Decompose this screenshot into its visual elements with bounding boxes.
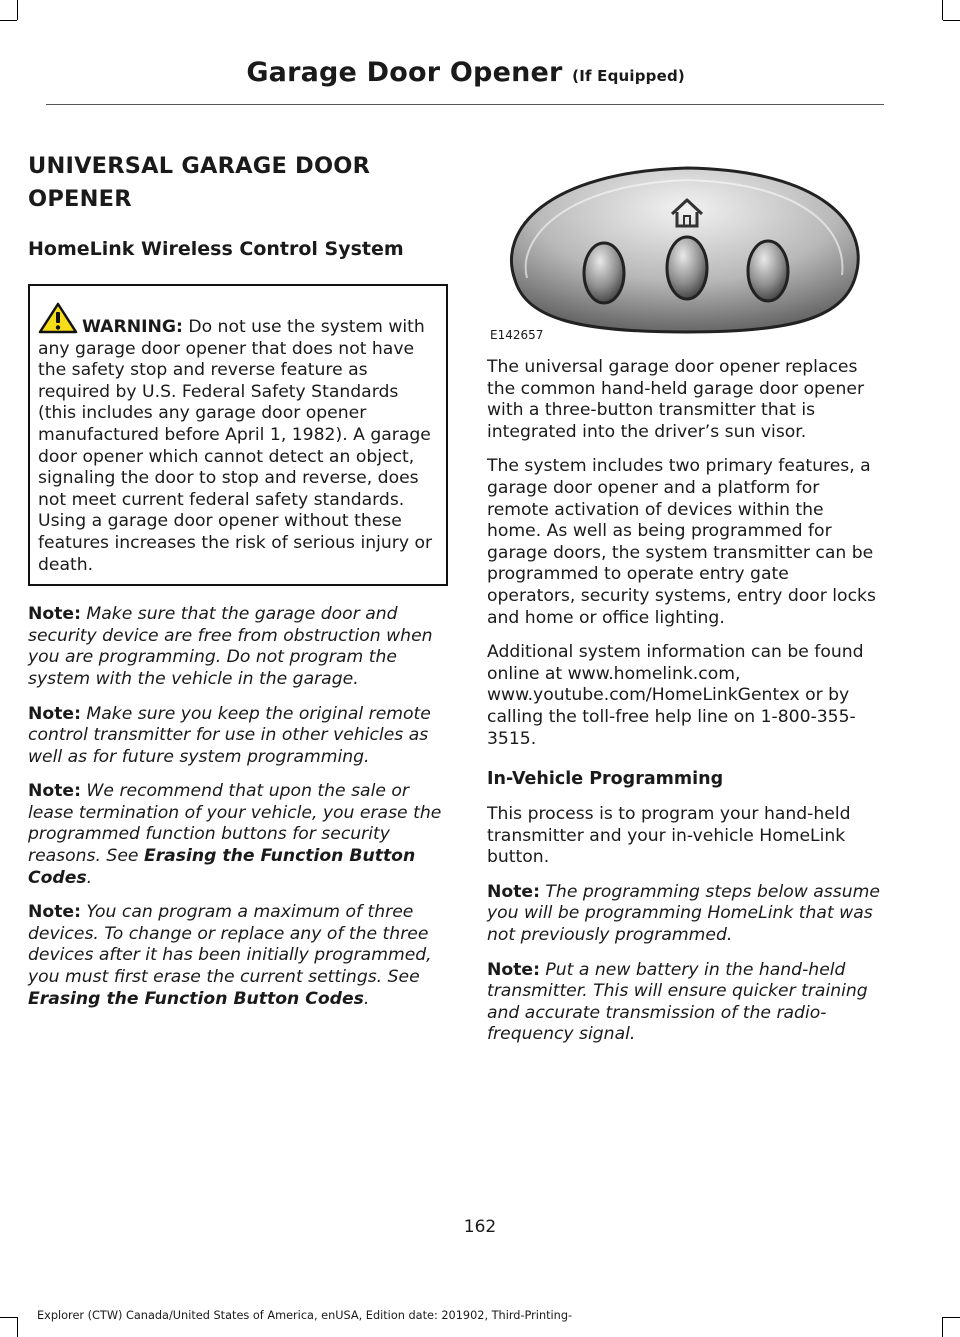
footer-edition-info: Explorer (CTW) Canada/United States of America, enUSA, Edition date: 201902, Third-Printing- bbox=[37, 1309, 573, 1322]
note-text: We recommend that upon the sale or lease termination of your vehicle, you erase the programmed function buttons for security reasons. See bbox=[28, 781, 442, 867]
note-label: Note: bbox=[28, 703, 81, 724]
page-header-title bbox=[246, 57, 685, 88]
note-label: Note: bbox=[28, 604, 81, 625]
note-label: Note: bbox=[28, 902, 81, 923]
figure-code: E142657 bbox=[490, 328, 544, 342]
crop-mark bbox=[942, 0, 943, 20]
note-text: Make sure you keep the original remote control transmitter for use in other vehicles as well as for future system programming. bbox=[28, 703, 431, 767]
transmitter-button-2 bbox=[667, 237, 707, 299]
crop-mark bbox=[0, 1317, 17, 1318]
note-paragraph bbox=[487, 960, 882, 1046]
crop-mark bbox=[943, 1317, 960, 1318]
section-title: UNIVERSAL GARAGE DOOR OPENER bbox=[28, 153, 371, 212]
cross-reference-link[interactable]: Erasing the Function Button Codes bbox=[28, 846, 416, 888]
header-title-text: Garage Door Opener bbox=[246, 57, 563, 88]
note-paragraph bbox=[28, 781, 448, 889]
crop-mark bbox=[942, 1317, 943, 1337]
note-text: The programming steps below assume you will be programming HomeLink that was not previously programmed. bbox=[487, 881, 880, 946]
warning-label: WARNING: bbox=[82, 317, 183, 337]
note-label: Note: bbox=[487, 881, 540, 902]
crop-mark bbox=[17, 0, 18, 20]
crop-mark bbox=[17, 1317, 18, 1337]
body-paragraph: Additional system information can be found online at www.homelink.com, www.youtube.com/HomeLinkGentex or by calling the toll-free help line on 1-800-355-3515. bbox=[487, 642, 864, 749]
note-paragraph bbox=[28, 704, 448, 769]
warning-triangle-icon bbox=[38, 302, 78, 334]
note-paragraph bbox=[28, 604, 448, 690]
body-paragraph: The system includes two primary features, a garage door opener and a platform for remote activation of devices within the home. As well as being programmed for garage doors, the system transmitter can be programmed to operate entry gate operators, security systems, entry door locks and home or office lighting. bbox=[487, 456, 876, 628]
note-paragraph bbox=[487, 882, 882, 947]
transmitter-button-1 bbox=[584, 243, 624, 303]
page-number: 162 bbox=[463, 1217, 497, 1237]
subsection-title: HomeLink Wireless Control System bbox=[28, 238, 404, 260]
crop-mark bbox=[943, 20, 960, 21]
note-end: . bbox=[363, 988, 370, 1009]
warning-box bbox=[28, 284, 448, 586]
subheading-in-vehicle-programming: In-Vehicle Programming bbox=[487, 769, 724, 790]
left-column bbox=[28, 150, 448, 1023]
note-label: Note: bbox=[487, 959, 540, 980]
body-paragraph: This process is to program your hand-held transmitter and your in-vehicle HomeLink button. bbox=[487, 804, 851, 868]
transmitter-button-3 bbox=[748, 241, 788, 301]
note-paragraph bbox=[28, 902, 448, 1010]
warning-text-block bbox=[38, 302, 438, 576]
note-label: Note: bbox=[28, 781, 81, 802]
crop-mark bbox=[0, 20, 17, 21]
note-text: Make sure that the garage door and security device are free from obstruction when you are programming. Do not program the system with the vehicle in the garage. bbox=[28, 604, 433, 689]
note-text: You can program a maximum of three devices. To change or replace any of the three devices after it has been initially programmed, you must first erase the current settings. See bbox=[28, 902, 432, 988]
cross-reference-link[interactable]: Erasing the Function Button Codes bbox=[28, 988, 364, 1009]
warning-text: Do not use the system with any garage door opener that does not have the safety stop and reverse feature as required by U.S. Federal Safety Standards (this includes any garage door opener manufactured before April 1, 1982). A garage door opener which cannot detect an object, signaling the door to stop and reverse, does not meet current federal safety standards. Using a garage door opener without these features increases the risk of serious injury or death. bbox=[38, 317, 433, 575]
note-text: Put a new battery in the hand-held transmitter. This will ensure quicker training and accurate transmission of the radio-frequency signal. bbox=[487, 959, 868, 1045]
note-end: . bbox=[86, 867, 93, 888]
header-subtitle: (If Equipped) bbox=[572, 67, 685, 85]
right-column bbox=[487, 357, 882, 1059]
homelink-transmitter-illustration bbox=[487, 160, 882, 342]
header-divider bbox=[46, 104, 884, 105]
body-paragraph: The universal garage door opener replaces the common hand-held garage door opener with a three-button transmitter that is integrated into the driver’s sun visor. bbox=[487, 357, 865, 442]
